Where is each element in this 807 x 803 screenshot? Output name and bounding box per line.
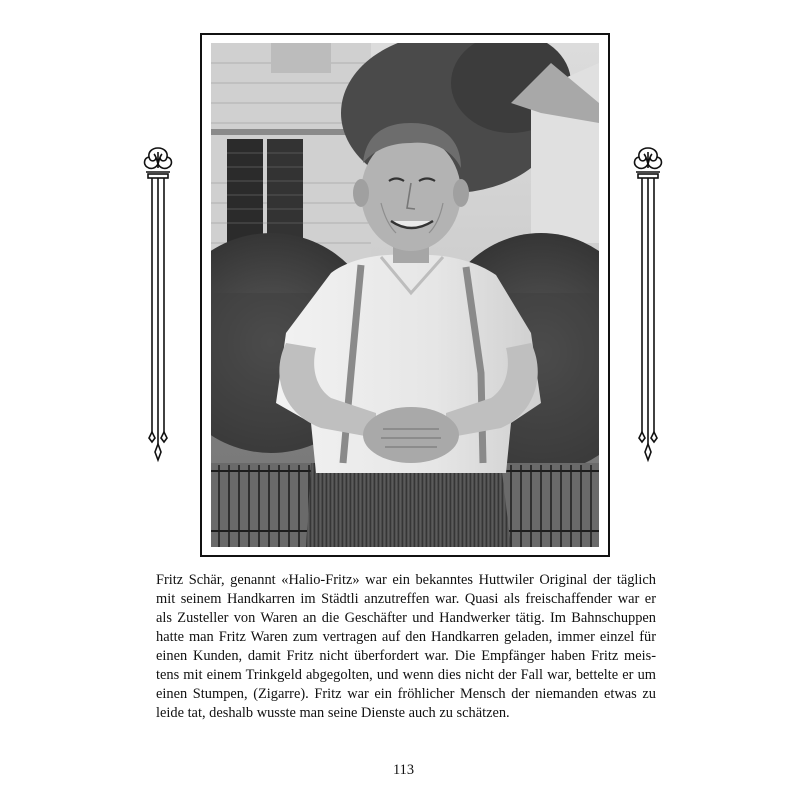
caption-line: einen Kunden, damit Fritz nicht überfordert war. Die Empfänger haben Fritz meis- bbox=[156, 648, 656, 664]
portrait-photo bbox=[211, 43, 599, 547]
caption-line: mit seinem Handkarren im Städtli anzutreffen war. Quasi als freischaffender war er bbox=[156, 591, 656, 607]
caption-line: hatte man Fritz Waren zum vertragen auf den Handkarren geladen, immer einzel für bbox=[156, 629, 656, 645]
photo-caption bbox=[156, 571, 656, 723]
caption-line: Fritz Schär, genannt «Halio-Fritz» war ein bekanntes Huttwiler Original der täglich bbox=[156, 572, 656, 588]
caption-line: einen Stumpen, (Zigarre). Fritz war ein fröhlicher Mensch der niemanden etwas zu bbox=[156, 686, 656, 702]
left-ornament bbox=[140, 144, 176, 466]
caption-line: als Zusteller von Waren an die Geschäfter und Handwerker tätig. Im Bahnschuppen bbox=[156, 610, 656, 626]
caption-line: leide tat, deshalb wusste man seine Dienste auch zu schätzen. bbox=[156, 705, 510, 721]
photo-frame bbox=[200, 33, 610, 557]
right-ornament bbox=[630, 144, 666, 466]
page-number: 113 bbox=[392, 762, 415, 778]
caption-line: tens mit einem Trinkgeld abgegolten, und wenn dies nicht der Fall war, bettelte er um bbox=[156, 667, 656, 683]
